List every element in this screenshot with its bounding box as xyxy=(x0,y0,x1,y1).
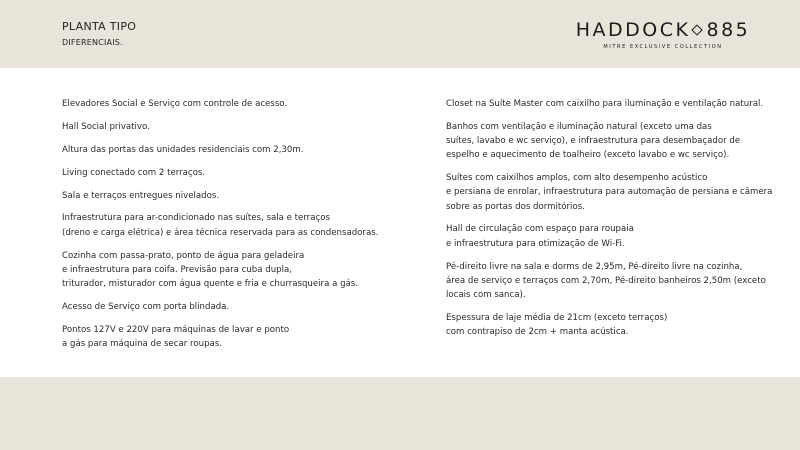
feature-line: Hall Social privativo. xyxy=(62,121,150,132)
feature-line: e infraestrutura para coifa. Previsão para cuba dupla, xyxy=(62,264,293,275)
feature-item xyxy=(62,211,392,239)
feature-item xyxy=(446,222,776,250)
feature-item xyxy=(62,300,392,314)
feature-line: com contrapiso de 2cm + manta acústica. xyxy=(446,327,629,338)
feature-line: Hall de circulação com espaço para roupaia xyxy=(446,224,634,235)
features-left-column xyxy=(62,97,392,360)
feature-line: e infraestrutura para otimização de Wi-Fi. xyxy=(446,238,625,249)
feature-item xyxy=(446,260,776,303)
logo-name: HADDOCK xyxy=(575,19,691,41)
feature-line: (dreno e carga elétrica) e área técnica reservada para as condensadoras. xyxy=(62,227,379,238)
page-title: PLANTA TIPO xyxy=(62,20,137,33)
feature-line: Suítes com caixilhos amplos, com alto desempenho acústico xyxy=(446,173,708,184)
content-panel xyxy=(0,68,800,377)
brand-logo xyxy=(565,20,761,50)
feature-item xyxy=(62,143,392,157)
feature-item xyxy=(62,97,392,111)
features-right-column xyxy=(446,97,776,348)
feature-line: espelho e aquecimento de toalheiro (exceto lavabo e wc serviço). xyxy=(446,150,730,161)
feature-item xyxy=(446,97,776,111)
logo-wordmark xyxy=(565,20,761,40)
feature-line: área de serviço e terraços com 2,70m, Pé-direito banheiros 2,50m (exceto xyxy=(446,275,766,286)
feature-line: Cozinha com passa-prato, ponto de água para geladeira xyxy=(62,250,305,261)
feature-item xyxy=(62,120,392,134)
feature-line: triturador, misturador com água quente e fria e churrasqueira a gás. xyxy=(62,278,359,289)
feature-item xyxy=(446,120,776,163)
feature-item xyxy=(446,311,776,339)
page-header xyxy=(0,0,800,68)
feature-line: sobre as portas dos dormitórios. xyxy=(446,201,585,212)
feature-item xyxy=(62,249,392,292)
feature-line: Acesso de Serviço com porta blindada. xyxy=(62,301,230,312)
feature-line: Living conectado com 2 terraços. xyxy=(62,167,206,178)
feature-line: suítes, lavabo e wc serviço), e infraestrutura para desembaçador de xyxy=(446,136,741,147)
feature-line: e persiana de enrolar, infraestrutura para automação de persiana e câmera xyxy=(446,187,773,198)
feature-line: Altura das portas das unidades residenciais com 2,30m. xyxy=(62,144,304,155)
feature-item xyxy=(62,189,392,203)
feature-line: locais com sanca). xyxy=(446,289,526,300)
logo-number: 885 xyxy=(706,19,751,41)
feature-line: Pé-direito livre na sala e dorms de 2,95m, Pé-direito livre na cozinha, xyxy=(446,261,743,272)
feature-line: Closet na Suíte Master com caixilho para iluminação e ventilação natural. xyxy=(446,99,764,109)
feature-item xyxy=(62,166,392,180)
feature-item xyxy=(62,323,392,351)
logo-tagline: MITRE EXCLUSIVE COLLECTION xyxy=(603,44,723,50)
feature-line: Sala e terraços entregues nivelados. xyxy=(62,190,220,201)
feature-line: Espessura de laje média de 21cm (exceto terraços) xyxy=(446,312,668,323)
diamond-icon xyxy=(692,24,703,35)
page-subtitle: DIFERENCIAIS. xyxy=(62,38,123,47)
feature-line: Elevadores Social e Serviço com controle de acesso. xyxy=(62,99,288,109)
feature-line: Pontos 127V e 220V para máquinas de lavar e ponto xyxy=(62,324,290,335)
feature-line: Banhos com ventilação e iluminação natural (exceto uma das xyxy=(446,121,712,132)
feature-line: a gás para máquina de secar roupas. xyxy=(62,338,223,349)
feature-line: Infraestrutura para ar-condicionado nas suítes, sala e terraços xyxy=(62,213,330,224)
feature-item xyxy=(446,171,776,214)
